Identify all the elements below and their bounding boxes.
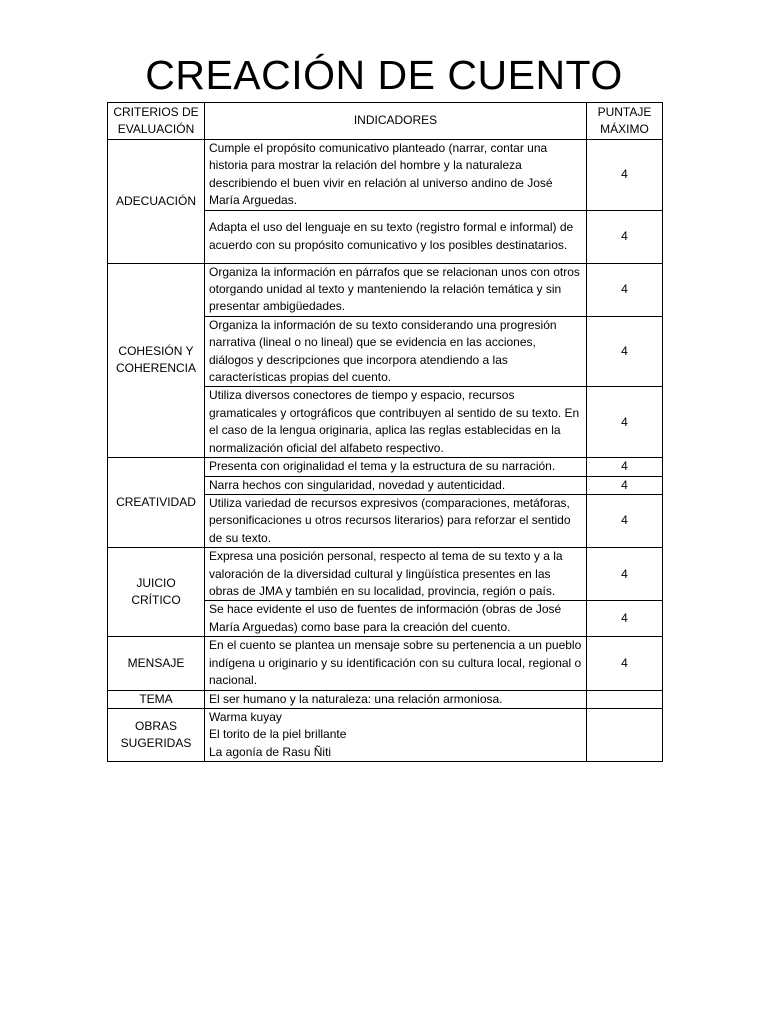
- indicator-cell: Expresa una posición personal, respecto al tema de su texto y a la valoración de la diversidad cultural y lingüística presentes en las obras de JMA y también en su localidad, provincia, región o país.: [205, 548, 587, 601]
- points-cell: 4: [587, 476, 663, 494]
- header-indicadores: INDICADORES: [205, 103, 587, 140]
- indicator-cell: Narra hechos con singularidad, novedad y autenticidad.: [205, 476, 587, 494]
- criterion-juicio: JUICIO CRÍTICO: [108, 548, 205, 637]
- table-row: [108, 263, 663, 316]
- table-row: [108, 690, 663, 708]
- criterion-creatividad: CREATIVIDAD: [108, 458, 205, 548]
- table-row: [108, 708, 663, 761]
- obra-item: La agonía de Rasu Ñiti: [209, 744, 332, 759]
- points-cell: 4: [587, 263, 663, 316]
- header-criterios: CRITERIOS DE EVALUACIÓN: [108, 103, 205, 140]
- indicator-cell: Utiliza variedad de recursos expresivos (comparaciones, metáforas, personificaciones u otros recursos literarios) para reforzar el sentido de su texto.: [205, 494, 587, 547]
- criterion-cohesion: COHESIÓN Y COHERENCIA: [108, 263, 205, 457]
- points-cell: 4: [587, 637, 663, 690]
- indicator-cell: En el cuento se plantea un mensaje sobre su pertenencia a un pueblo indígena u originario y su identificación con su cultura local, regional o nacional.: [205, 637, 587, 690]
- points-cell: 4: [587, 494, 663, 547]
- criterion-obras: OBRAS SUGERIDAS: [108, 708, 205, 761]
- table-row: [108, 140, 663, 211]
- indicator-cell: Organiza la información de su texto considerando una progresión narrativa (lineal o no lineal) que se evidencia en las acciones, diálogos y descripciones que incorpora atendiendo a las características propias del cuento.: [205, 316, 587, 387]
- indicator-cell: Se hace evidente el uso de fuentes de información (obras de José María Arguedas) como base para la creación del cuento.: [205, 601, 587, 637]
- page-title: CREACIÓN DE CUENTO: [145, 52, 623, 98]
- points-cell: 4: [587, 387, 663, 458]
- obra-item: El torito de la piel brillante: [209, 727, 347, 742]
- indicator-cell: Organiza la información en párrafos que se relacionan unos con otros otorgando unidad al texto y manteniendo la relación temática y sin presentar ambigüedades.: [205, 263, 587, 316]
- indicator-cell: Cumple el propósito comunicativo planteado (narrar, contar una historia para mostrar la relación del hombre y la naturaleza describiendo el buen vivir en relación al universo andino de José María Arguedas.: [205, 140, 587, 211]
- points-cell: 4: [587, 458, 663, 476]
- table-row: [108, 458, 663, 476]
- indicator-cell: Presenta con originalidad el tema y la estructura de su narración.: [205, 458, 587, 476]
- points-cell-empty: [587, 708, 663, 761]
- indicator-cell: El ser humano y la naturaleza: una relación armoniosa.: [205, 690, 587, 708]
- indicator-cell: Utiliza diversos conectores de tiempo y espacio, recursos gramaticales y ortográficos que contribuyen al sentido de su texto. En el caso de la lengua originaria, aplica las reglas establecidas en la normalización oficial del alfabeto respectivo.: [205, 387, 587, 458]
- table-row: [108, 548, 663, 601]
- points-cell: 4: [587, 316, 663, 387]
- table-row: [108, 637, 663, 690]
- points-cell: 4: [587, 548, 663, 601]
- header-puntaje: PUNTAJE MÁXIMO: [587, 103, 663, 140]
- rubric-table: [107, 102, 663, 762]
- points-cell-empty: [587, 690, 663, 708]
- obras-list: [205, 708, 587, 761]
- header-row: [108, 103, 663, 140]
- points-cell: 4: [587, 210, 663, 263]
- obra-item: Warma kuyay: [209, 709, 282, 724]
- points-cell: 4: [587, 140, 663, 211]
- criterion-tema: TEMA: [108, 690, 205, 708]
- points-cell: 4: [587, 601, 663, 637]
- criterion-adecuacion: ADECUACIÓN: [108, 140, 205, 264]
- criterion-mensaje: MENSAJE: [108, 637, 205, 690]
- indicator-cell: Adapta el uso del lenguaje en su texto (registro formal e informal) de acuerdo con su propósito comunicativo y los posibles destinatarios.: [205, 210, 587, 263]
